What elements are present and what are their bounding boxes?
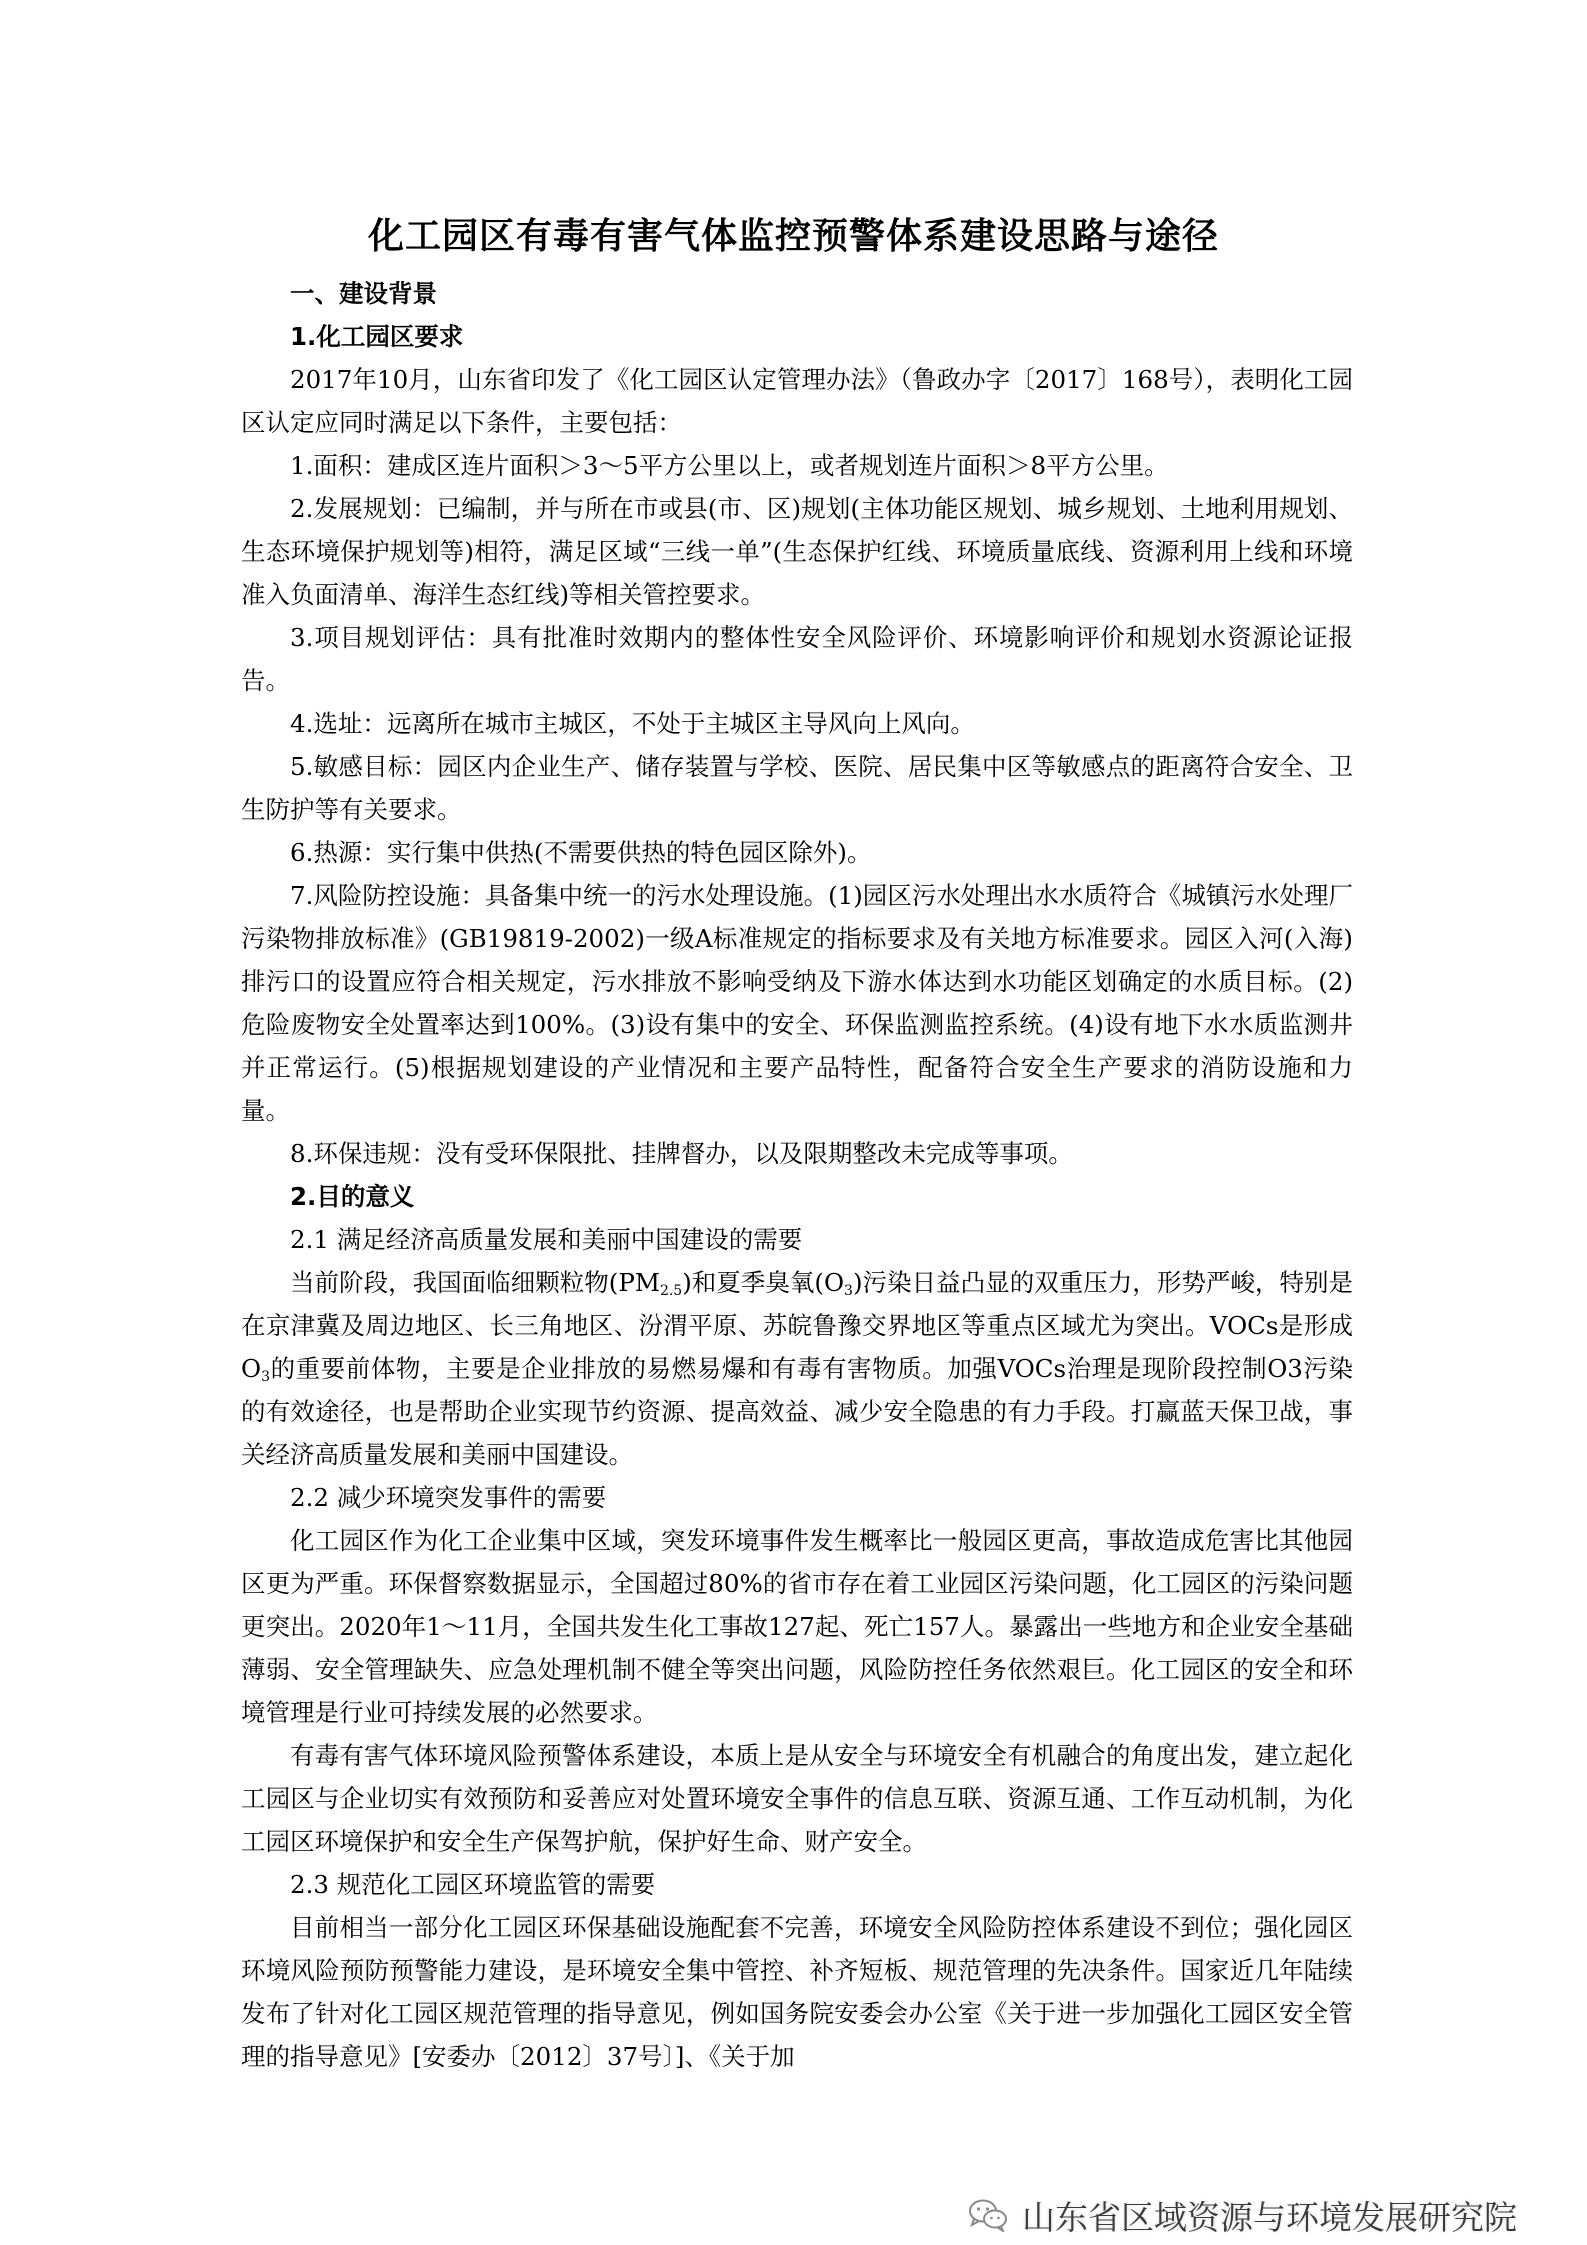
subheading-2-2: 2.2 减少环境突发事件的需要	[290, 1483, 607, 1512]
paragraph-2-2-a: 化工园区作为化工企业集中区域，突发环境事件发生概率比一般园区更高，事故造成危害比其他园区更为严重。环保督察数据显示，全国超过80%的省市存在着工业园区污染问题，化工园区的污染问题更突出。2020年1～11月，全国共发生化工事故127起、死亡157人。暴露出一些地方和企业安全基础薄弱、安全管理缺失、应急处理机制不健全等突出问题，风险防控任务依然艰巨。化工园区的安全和环境管理是行业可持续发展的必然要求。	[241, 1526, 1353, 1727]
paragraph-2-1	[241, 1261, 1353, 1476]
subsection-heading-park-requirements: 1.化工园区要求	[290, 322, 464, 351]
subscript-o3: 3	[261, 1369, 271, 1385]
text-run: )和夏季臭氧(O	[682, 1268, 845, 1297]
list-item-planning: 2.发展规划：已编制，并与所在市或县(市、区)规划(主体功能区规划、城乡规划、土地利用规划、生态环境保护规划等)相符，满足区域“三线一单”(生态保护红线、环境质量底线、资源利用上线和环境准入负面清单、海洋生态红线)等相关管控要求。	[241, 494, 1353, 609]
wechat-icon	[968, 2198, 1008, 2232]
paragraph-2-2-b: 有毒有害气体环境风险预警体系建设，本质上是从安全与环境安全有机融合的角度出发，建立起化工园区与企业切实有效预防和妥善应对处置环境安全事件的信息互联、资源互通、工作互动机制，为化工园区环境保护和安全生产保驾护航，保护好生命、财产安全。	[241, 1741, 1353, 1856]
text-run: 的重要前体物，主要是企业排放的易燃易爆和有毒有害物质。加强VOCs治理是现阶段控制O3污染的有效途径，也是帮助企业实现节约资源、提高效益、减少安全隐患的有力手段。打赢蓝天保卫战，事关经济高质量发展和美丽中国建设。	[241, 1354, 1353, 1469]
document-title: 化工园区有毒有害气体监控预警体系建设思路与途径	[367, 216, 1219, 257]
list-item-assessment: 3.项目规划评估：具有批准时效期内的整体性安全风险评价、环境影响评价和规划水资源论证报告。	[241, 623, 1353, 695]
watermark-label: 山东省区域资源与环境发展研究院	[1022, 2197, 1517, 2237]
subheading-2-1: 2.1 满足经济高质量发展和美丽中国建设的需要	[290, 1225, 803, 1254]
paragraph-intro: 2017年10月，山东省印发了《化工园区认定管理办法》（鲁政办字〔2017〕168号），表明化工园区认定应同时满足以下条件，主要包括：	[241, 365, 1353, 437]
watermark-footer	[968, 2195, 1517, 2235]
list-item-risk-facilities: 7.风险防控设施：具备集中统一的污水处理设施。(1)园区污水处理出水水质符合《城镇污水处理厂污染物排放标准》(GB19819-2002)一级A标准规定的指标要求及有关地方标准要求。园区入河(入海)排污口的设置应符合相关规定，污水排放不影响受纳及下游水体达到水功能区划确定的水质目标。(2)危险废物安全处置率达到100%。(3)设有集中的安全、环保监测监控系统。(4)设有地下水水质监测井并正常运行。(5)根据规划建设的产业情况和主要产品特性，配备符合安全生产要求的消防设施和力量。	[241, 881, 1353, 1125]
subscript-o3: 3	[844, 1283, 853, 1299]
list-item-violations: 8.环保违规：没有受环保限批、挂牌督办，以及限期整改未完成等事项。	[290, 1139, 1073, 1168]
paragraph-2-3: 目前相当一部分化工园区环保基础设施配套不完善，环境安全风险防控体系建设不到位；强化园区环境风险预防预警能力建设，是环境安全集中管控、补齐短板、规范管理的先决条件。国家近几年陆续发布了针对化工园区规范管理的指导意见，例如国务院安委会办公室《关于进一步加强化工园区安全管理的指导意见》[安委办〔2012〕37号〕]、《关于加	[241, 1913, 1353, 2071]
list-item-site: 4.选址：远离所在城市主城区，不处于主城区主导风向上风向。	[290, 709, 975, 738]
subsection-heading-purpose: 2.目的意义	[290, 1182, 415, 1211]
text-run: )污染日益凸显的双重压力，形势严峻，特别是在京津冀及周边地区、长三角地区、汾渭平原、苏皖鲁豫交界地区等重点区域尤为突出。VOCs是形成O	[241, 1268, 1353, 1383]
subscript-pm: 2.5	[659, 1283, 683, 1299]
list-item-sensitive-targets: 5.敏感目标：园区内企业生产、储存装置与学校、医院、居民集中区等敏感点的距离符合安全、卫生防护等有关要求。	[241, 752, 1353, 824]
section-heading-background: 一、建设背景	[290, 279, 437, 308]
list-item-area: 1.面积：建成区连片面积＞3～5平方公里以上，或者规划连片面积＞8平方公里。	[290, 451, 1169, 480]
text-run: 当前阶段，我国面临细颗粒物(PM	[290, 1268, 660, 1297]
document-body	[241, 272, 1353, 2078]
subheading-2-3: 2.3 规范化工园区环境监管的需要	[290, 1870, 656, 1899]
list-item-heat-source: 6.热源：实行集中供热(不需要供热的特色园区除外)。	[290, 838, 872, 867]
